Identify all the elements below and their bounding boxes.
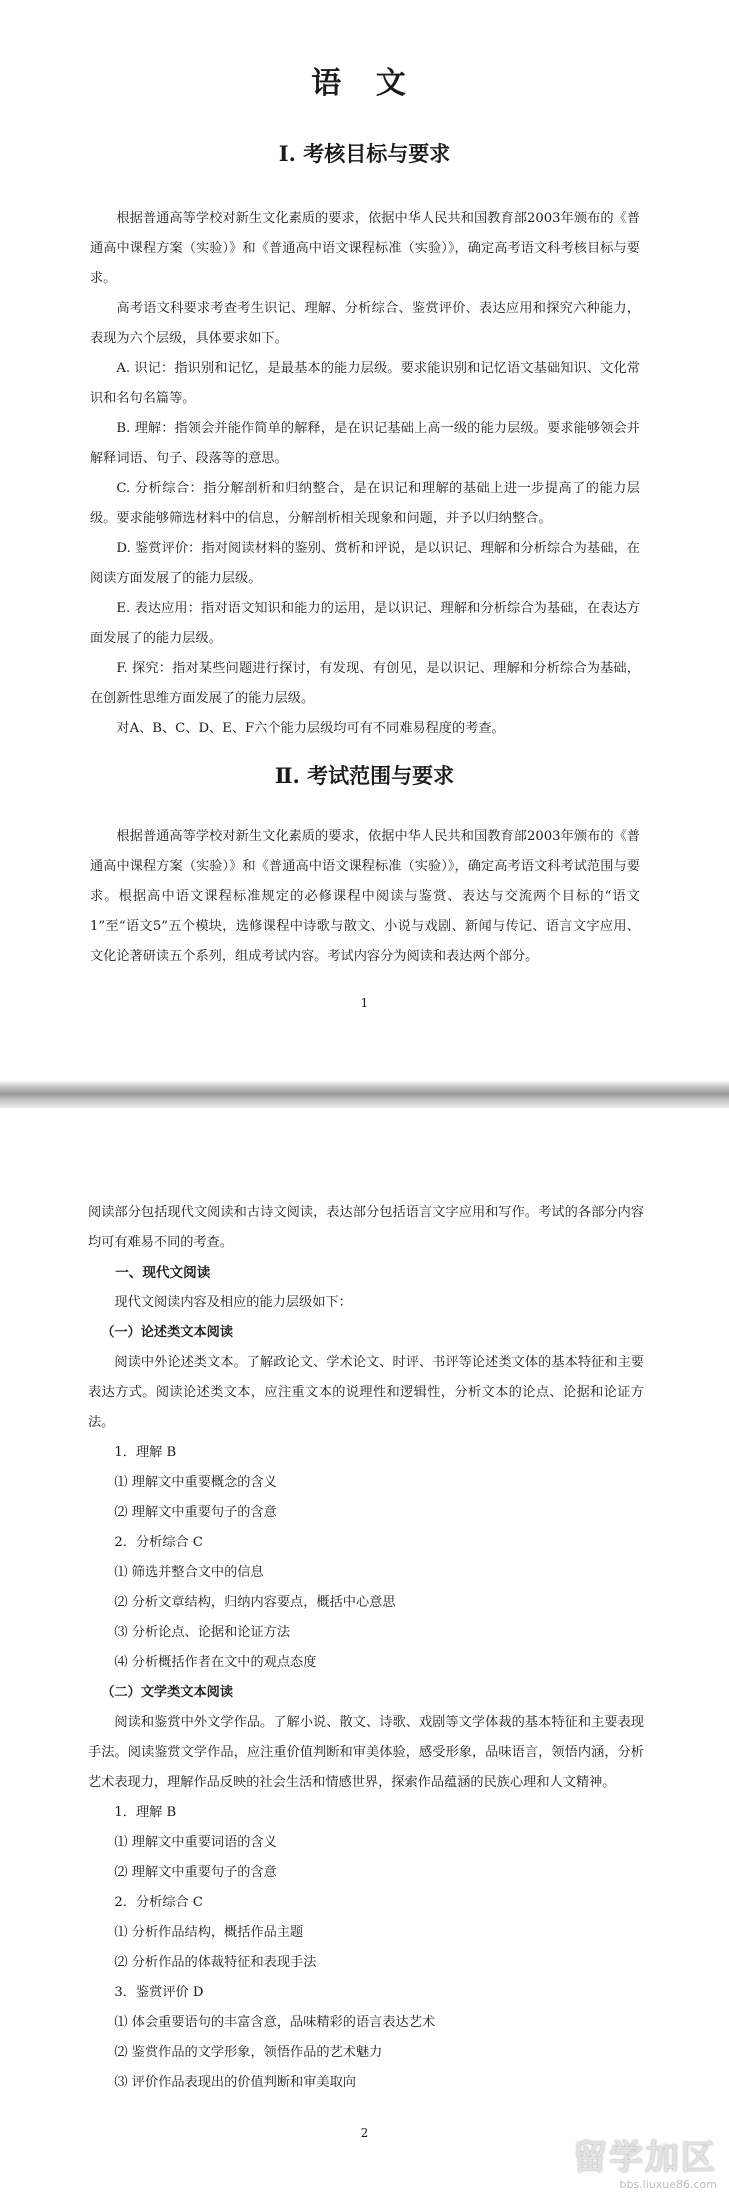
list-item: 1．理解 B bbox=[114, 1805, 177, 1820]
document-page-2 bbox=[0, 1108, 729, 2208]
list-item: ⑴ 分析作品结构，概括作品主题 bbox=[114, 1925, 304, 1940]
list-item: ⑵ 分析作品的体裁特征和表现手法 bbox=[114, 1955, 317, 1970]
paragraph: 根据普通高等学校对新生文化素质的要求，依据中华人民共和国教育部2003年颁布的《普通高中课程方案（实验）》和《普通高中语文课程标准（实验）》，确定高考语文科考核目标与要求。 bbox=[90, 211, 640, 286]
list-item: ⑴ 体会重要语句的丰富含意，品味精彩的语言表达艺术 bbox=[114, 2015, 436, 2030]
list-item: ⑴ 理解文中重要概念的含义 bbox=[114, 1475, 277, 1490]
section-2-heading: Ⅱ. 考试范围与要求 bbox=[274, 763, 455, 788]
paragraph: F. 探究：指对某些问题进行探讨，有发现、有创见，是以识记、理解和分析综合为基础，在创新性思维方面发展了的能力层级。 bbox=[90, 661, 640, 706]
paragraph: C. 分析综合：指分解剖析和归纳整合，是在识记和理解的基础上进一步提高了的能力层级。要求能够筛选材料中的信息，分解剖析相关现象和问题，并予以归纳整合。 bbox=[90, 481, 640, 526]
document-page-1 bbox=[0, 0, 729, 1080]
page-number: 1 bbox=[360, 996, 369, 1010]
list-item: ⑵ 理解文中重要句子的含意 bbox=[114, 1865, 277, 1880]
list-item: 1．理解 B bbox=[114, 1445, 177, 1460]
list-item: ⑶ 分析论点、论据和论证方法 bbox=[114, 1625, 291, 1640]
watermark-logo-text: 留学加区 bbox=[573, 2138, 717, 2178]
paragraph: 阅读和鉴赏中外文学作品。了解小说、散文、诗歌、戏剧等文学体裁的基本特征和主要表现手法。阅读鉴赏文学作品，应注重价值判断和审美体验，感受形象，品味语言，领悟内涵，分析艺术表现力，理解作品反映的社会生活和情感世界，探索作品蕴涵的民族心理和人文精神。 bbox=[88, 1715, 644, 1790]
document-title: 语 文 bbox=[311, 66, 418, 101]
paragraph: 阅读部分包括现代文阅读和古诗文阅读，表达部分包括语言文字应用和写作。考试的各部分内容均可有难易不同的考查。 bbox=[88, 1205, 644, 1250]
subheading: 一、现代文阅读 bbox=[115, 1265, 211, 1281]
paragraph: 根据普通高等学校对新生文化素质的要求，依据中华人民共和国教育部2003年颁布的《普通高中课程方案（实验）》和《普通高中语文课程标准（实验）》，确定高考语文科考试范围与要求。根据高中语文课程标准规定的必修课程中阅读与鉴赏、表达与交流两个目标的“语文1”至“语文5”五个模块，选修课程中诗歌与散文、小说与戏剧、新闻与传记、语言文字应用、文化论著研读五个系列，组成考试内容。考试内容分为阅读和表达两个部分。 bbox=[90, 829, 640, 964]
list-item: ⑴ 理解文中重要词语的含义 bbox=[114, 1835, 277, 1850]
paragraph: D. 鉴赏评价：指对阅读材料的鉴别、赏析和评说，是以识记、理解和分析综合为基础，在阅读方面发展了的能力层级。 bbox=[90, 541, 640, 586]
subheading: （二）文学类文本阅读 bbox=[101, 1685, 234, 1700]
paragraph: E. 表达应用：指对语文知识和能力的运用，是以识记、理解和分析综合为基础，在表达方面发展了的能力层级。 bbox=[90, 601, 640, 646]
watermark-url: bbs.liuxue86.com bbox=[619, 2178, 717, 2191]
list-item: ⑷ 分析概括作者在文中的观点态度 bbox=[114, 1655, 317, 1670]
section-1-heading: Ⅰ. 考核目标与要求 bbox=[278, 141, 451, 166]
section-2-body bbox=[90, 822, 640, 972]
page-2-body bbox=[88, 1198, 644, 2098]
list-item: ⑵ 理解文中重要句子的含意 bbox=[114, 1505, 277, 1520]
paragraph: B. 理解：指领会并能作简单的解释，是在识记基础上高一级的能力层级。要求能够领会并解释词语、句子、段落等的意思。 bbox=[90, 421, 640, 466]
page-number: 2 bbox=[360, 2126, 369, 2140]
list-item: 2．分析综合 C bbox=[114, 1535, 204, 1550]
paragraph: 阅读中外论述类文本。了解政论文、学术论文、时评、书评等论述类文体的基本特征和主要表达方式。阅读论述类文本，应注重文本的说理性和逻辑性，分析文本的论点、论据和论证方法。 bbox=[88, 1355, 644, 1430]
section-1-body bbox=[90, 204, 640, 744]
paragraph: 对A、B、C、D、E、F六个能力层级均可有不同难易程度的考查。 bbox=[116, 721, 505, 736]
paragraph: A. 识记：指识别和记忆，是最基本的能力层级。要求能识别和记忆语文基础知识、文化常识和名句名篇等。 bbox=[90, 361, 640, 406]
list-item: ⑵ 鉴赏作品的文学形象，领悟作品的艺术魅力 bbox=[114, 2045, 383, 2060]
list-item: ⑵ 分析文章结构，归纳内容要点，概括中心意思 bbox=[114, 1595, 396, 1610]
paragraph: 高考语文科要求考查考生识记、理解、分析综合、鉴赏评价、表达应用和探究六种能力，表现为六个层级，具体要求如下。 bbox=[90, 301, 640, 346]
site-watermark bbox=[567, 2138, 717, 2198]
page-separator bbox=[0, 1080, 729, 1108]
list-item: 3．鉴赏评价 D bbox=[114, 1985, 204, 2000]
list-item: ⑴ 筛选并整合文中的信息 bbox=[114, 1565, 264, 1580]
subheading: （一）论述类文本阅读 bbox=[101, 1325, 234, 1340]
list-item: ⑶ 评价作品表现出的价值判断和审美取向 bbox=[114, 2075, 356, 2090]
list-item: 2．分析综合 C bbox=[114, 1895, 204, 1910]
paragraph: 现代文阅读内容及相应的能力层级如下： bbox=[114, 1295, 352, 1310]
